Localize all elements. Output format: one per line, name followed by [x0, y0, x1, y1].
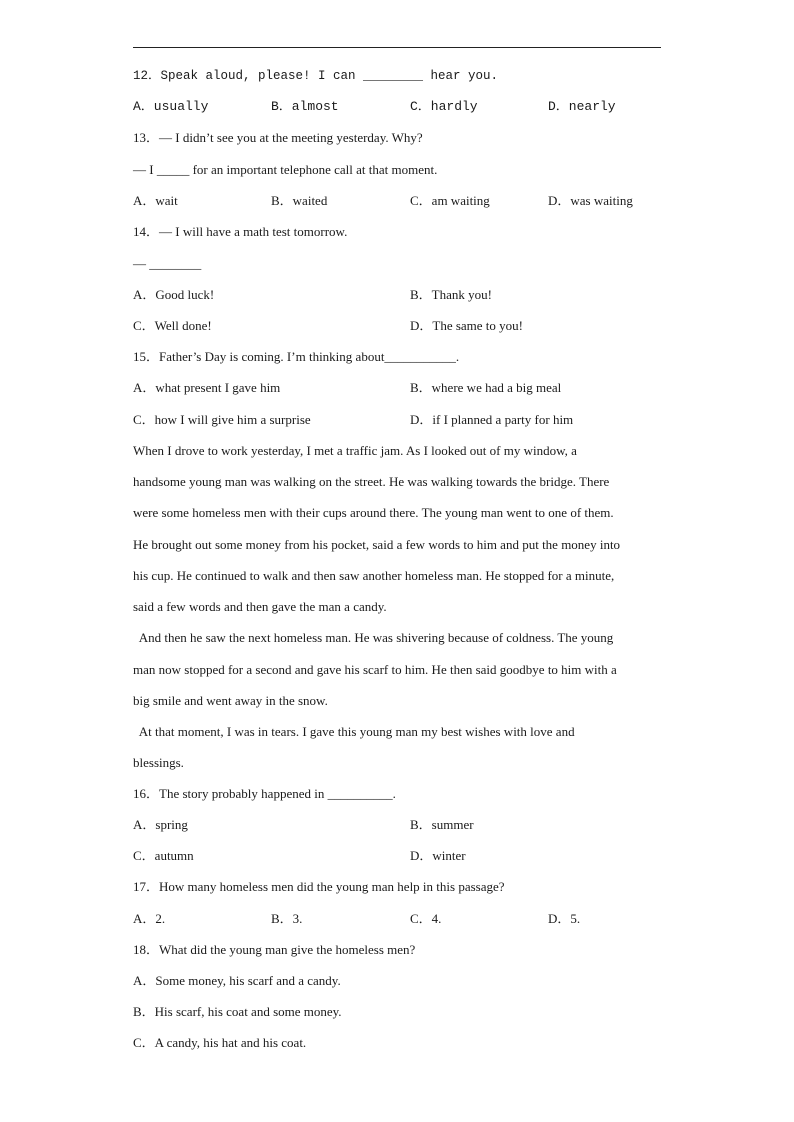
passage-line: He brought out some money from his pocket, said a few words to him and put the money into	[133, 537, 621, 552]
passage-line: big smile and went away in the snow.	[133, 693, 328, 708]
question-12-stem: 12．Speak aloud, please! I can ________ hear you.	[133, 69, 499, 83]
question-16-option-c[interactable]: C．autumn	[133, 848, 194, 863]
question-15-option-a[interactable]: A．what present I gave him	[133, 380, 281, 395]
question-15-option-b[interactable]: B．where we had a big meal	[410, 380, 562, 395]
question-16-stem: 16．The story probably happened in __________.	[133, 786, 396, 801]
question-13-stem: 13．— I didn’t see you at the meeting yesterday. Why?	[133, 130, 423, 145]
question-17-stem: 17．How many homeless men did the young man help in this passage?	[133, 879, 505, 894]
question-13-stem-reply: — I _____ for an important telephone call at that moment.	[133, 162, 438, 177]
question-18-option-a[interactable]: A．Some money, his scarf and a candy.	[133, 973, 341, 988]
question-16-option-a[interactable]: A．spring	[133, 817, 188, 832]
passage-line: At that moment, I was in tears. I gave this young man my best wishes with love and	[133, 724, 575, 739]
question-17-option-d[interactable]: D．5.	[548, 911, 581, 926]
header-rule	[133, 47, 661, 48]
question-13-option-a[interactable]: A．wait	[133, 193, 178, 208]
question-15-option-c[interactable]: C．how I will give him a surprise	[133, 412, 311, 427]
question-18-option-b[interactable]: B．His scarf, his coat and some money.	[133, 1004, 342, 1019]
question-13-option-c[interactable]: C．am waiting	[410, 193, 490, 208]
question-12-option-d[interactable]: D．nearly	[548, 99, 616, 114]
question-17-option-b[interactable]: B．3.	[271, 911, 303, 926]
question-15-option-d[interactable]: D．if I planned a party for him	[410, 412, 574, 427]
question-14-option-a[interactable]: A．Good luck!	[133, 287, 215, 302]
passage-line: blessings.	[133, 755, 184, 770]
passage-line: And then he saw the next homeless man. He was shivering because of coldness. The young	[133, 630, 614, 645]
passage-line: handsome young man was walking on the street. He was walking towards the bridge. There	[133, 474, 610, 489]
passage-line: man now stopped for a second and gave his scarf to him. He then said goodbye to him with a	[133, 662, 617, 677]
question-18-option-c[interactable]: C．A candy, his hat and his coat.	[133, 1035, 307, 1050]
question-15-stem: 15．Father’s Day is coming. I’m thinking about___________.	[133, 349, 460, 364]
question-16-option-d[interactable]: D．winter	[410, 848, 466, 863]
question-14-option-d[interactable]: D．The same to you!	[410, 318, 524, 333]
question-13-option-b[interactable]: B．waited	[271, 193, 328, 208]
passage-line: were some homeless men with their cups around there. The young man went to one of them.	[133, 505, 614, 520]
passage-line: said a few words and then gave the man a candy.	[133, 599, 387, 614]
question-18-stem: 18．What did the young man give the homeless men?	[133, 942, 416, 957]
passage-line: his cup. He continued to walk and then saw another homeless man. He stopped for a minute,	[133, 568, 615, 583]
question-12-option-a[interactable]: A．usually	[133, 99, 209, 114]
question-16-option-b[interactable]: B．summer	[410, 817, 474, 832]
passage-line: When I drove to work yesterday, I met a traffic jam. As I looked out of my window, a	[133, 443, 577, 458]
question-12-option-b[interactable]: B．almost	[271, 99, 339, 114]
question-14-stem-reply: — ________	[133, 256, 202, 271]
question-14-stem: 14．— I will have a math test tomorrow.	[133, 224, 348, 239]
question-14-option-b[interactable]: B．Thank you!	[410, 287, 492, 302]
question-14-option-c[interactable]: C．Well done!	[133, 318, 212, 333]
question-13-option-d[interactable]: D．was waiting	[548, 193, 633, 208]
question-12-option-c[interactable]: C．hardly	[410, 99, 478, 114]
question-17-option-c[interactable]: C．4.	[410, 911, 442, 926]
question-17-option-a[interactable]: A．2.	[133, 911, 166, 926]
